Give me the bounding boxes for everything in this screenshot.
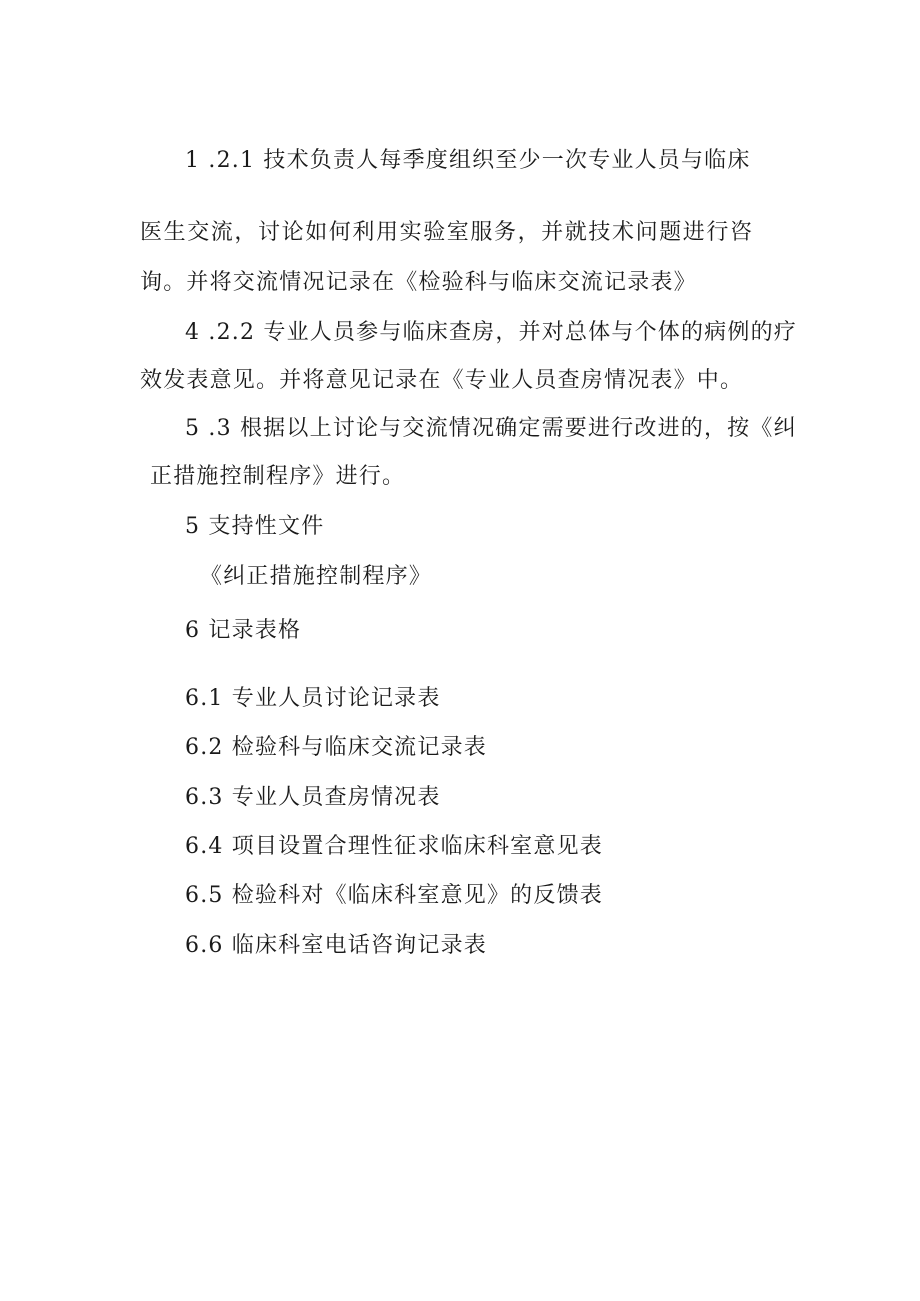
paragraph-5-3-line-1: 5 .3 根据以上讨论与交流情况确定需要进行改进的，按《纠 [185,416,797,441]
record-form-item-6-2: 6.2 检验科与临床交流记录表 [185,735,487,760]
paragraph-4-2-2-line-1: 4 .2.2 专业人员参与临床查房，并对总体与个体的病例的疗 [185,320,797,345]
paragraph-4-2-2-line-2: 效发表意见。并将意见记录在《专业人员查房情况表》中。 [140,368,744,393]
record-form-item-6-4: 6.4 项目设置合理性征求临床科室意见表 [185,834,603,859]
record-form-item-6-6: 6.6 临床科室电话咨询记录表 [185,933,487,958]
paragraph-5-3-line-2: 正措施控制程序》进行。 [150,464,406,489]
record-form-item-6-5: 6.5 检验科对《临床科室意见》的反馈表 [185,883,603,908]
supporting-document-item: 《纠正措施控制程序》 [200,564,433,589]
record-form-item-6-1: 6.1 专业人员讨论记录表 [185,686,441,711]
section-heading-supporting-documents: 5 支持性文件 [185,514,325,539]
paragraph-1-2-1-line-3: 询。并将交流情况记录在《检验科与临床交流记录表》 [140,270,697,295]
paragraph-1-2-1-line-2: 医生交流，讨论如何利用实验室服务，并就技术问题进行咨 [140,220,754,245]
paragraph-1-2-1-line-1: 1 .2.1 技术负责人每季度组织至少一次专业人员与临床 [185,148,751,173]
section-heading-record-forms: 6 记录表格 [185,618,302,643]
record-form-item-6-3: 6.3 专业人员查房情况表 [185,785,441,810]
